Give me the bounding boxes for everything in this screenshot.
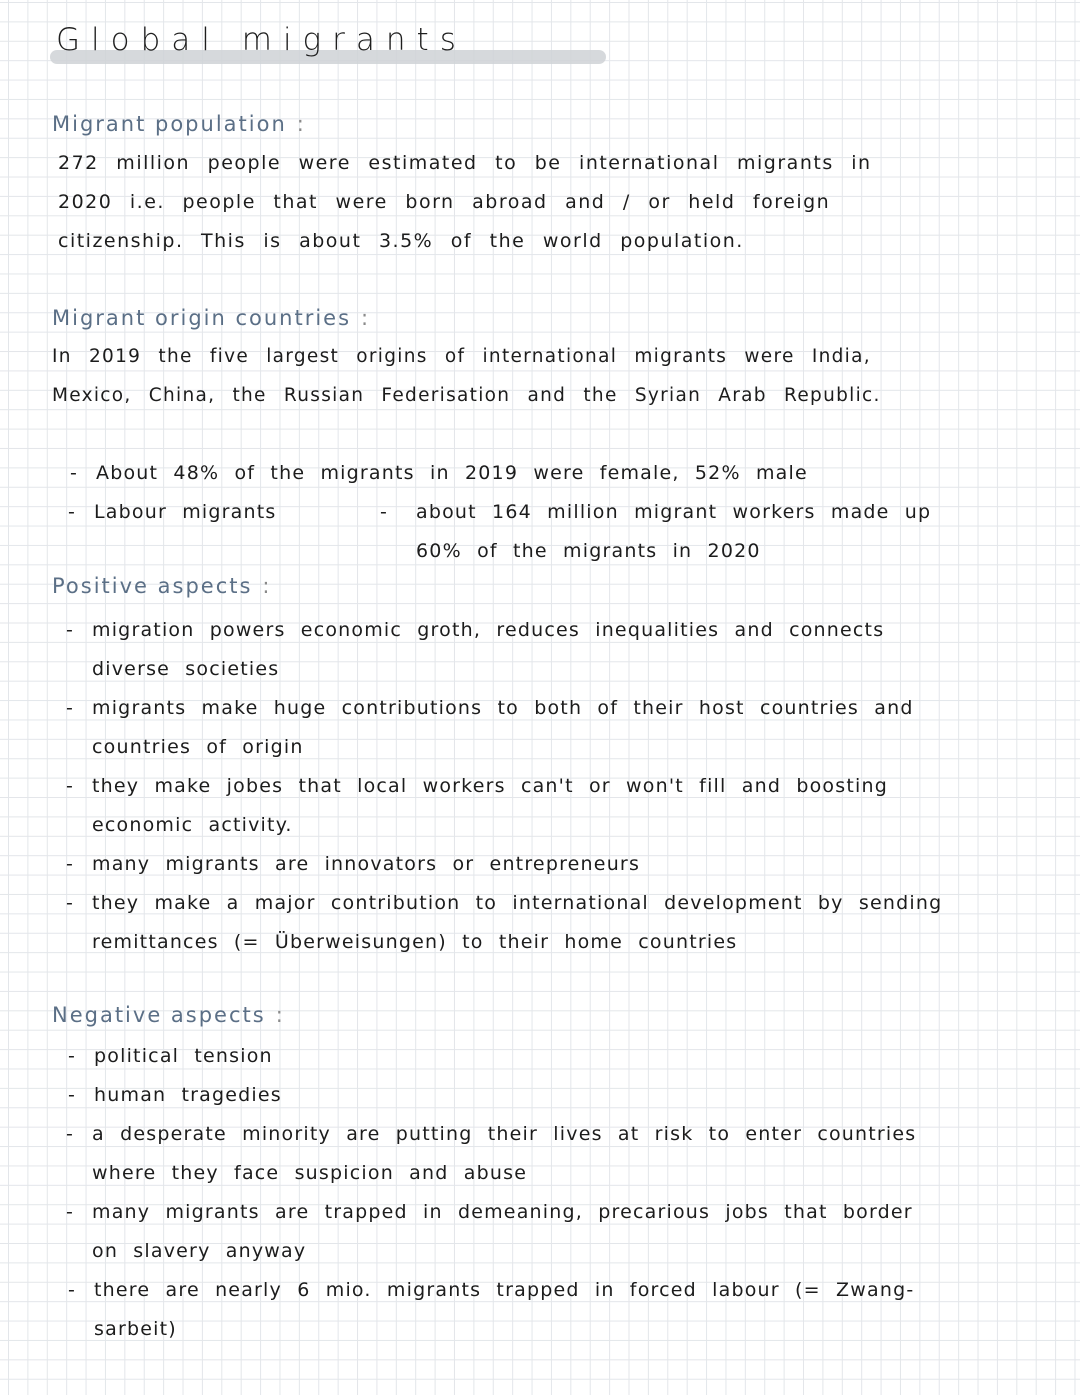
bullet-dash: - — [66, 1123, 75, 1145]
positive-3-line-2: economic activity. — [92, 813, 293, 836]
bullet-dash: - — [68, 1084, 77, 1106]
heading-colon: : — [296, 112, 304, 136]
heading-negative-aspects — [52, 1003, 283, 1027]
bullet-dash: - — [70, 462, 79, 484]
bullet-dash: - — [66, 1201, 75, 1223]
list-item — [66, 767, 888, 845]
bullet-dash: - — [66, 697, 75, 719]
bullet-labour-text: Labour migrants — [94, 501, 277, 523]
page-title: Global migrants — [56, 22, 467, 58]
positive-2-line-2: countries of origin — [92, 735, 304, 758]
population-paragraph — [58, 144, 872, 261]
bullet-dash: - — [66, 853, 75, 875]
heading-text: Migrant population — [52, 112, 287, 136]
heading-text: Positive aspects — [52, 574, 253, 598]
bullet-dash: - — [68, 1279, 77, 1301]
origin-paragraph — [52, 337, 881, 415]
negative-5-line-1: there are nearly 6 mio. migrants trapped in forced labour (= Zwang- — [94, 1279, 915, 1301]
heading-migrant-population — [52, 112, 304, 136]
heading-text: Migrant origin countries — [52, 306, 352, 330]
bullet-dash: - — [68, 501, 77, 523]
origin-line-1: In 2019 the five largest origins of international migrants were India, — [52, 346, 871, 367]
bullet-dash: - — [68, 1045, 77, 1067]
positive-1-line-1: migration powers economic groth, reduces inequalities and connects — [92, 619, 885, 641]
negative-4-line-1: many migrants are trapped in demeaning, precarious jobs that border — [92, 1201, 913, 1223]
title-block — [50, 22, 610, 72]
negative-2-line-1: human tragedies — [94, 1084, 282, 1106]
negative-4-line-2: on slavery anyway — [92, 1239, 307, 1262]
population-line-3: citizenship. This is about 3.5% of the world population. — [58, 230, 744, 252]
bullet-dash: - — [66, 892, 75, 914]
list-item — [66, 845, 641, 884]
list-item — [66, 611, 885, 689]
positive-3-line-1: they make jobes that local workers can't or won't fill and boosting — [92, 775, 888, 797]
negative-5-line-2: sarbeit) — [94, 1317, 177, 1340]
population-line-1: 272 million people were estimated to be international migrants in — [58, 152, 872, 174]
bullet-labour — [68, 493, 277, 532]
list-item — [68, 1076, 282, 1115]
heading-colon: : — [361, 306, 369, 330]
labour-detail-line-1: about 164 million migrant workers made up — [416, 501, 932, 523]
positive-5-line-2: remittances (= Überweisungen) to their home countries — [92, 930, 738, 953]
list-item — [68, 1271, 915, 1349]
list-item — [66, 689, 914, 767]
list-item — [66, 1193, 913, 1271]
positive-5-line-1: they make a major contribution to international development by sending — [92, 892, 943, 914]
list-item — [66, 884, 943, 962]
labour-detail — [380, 493, 932, 571]
negative-1-line-1: political tension — [94, 1045, 273, 1067]
population-line-2: 2020 i.e. people that were born abroad and / or held foreign — [58, 191, 831, 213]
heading-migrant-origin — [52, 306, 368, 330]
negative-3-line-2: where they face suspicion and abuse — [92, 1161, 528, 1184]
positive-2-line-1: migrants make huge contributions to both of their host countries and — [92, 697, 914, 719]
list-item — [66, 1115, 917, 1193]
bullet-female-text: About 48% of the migrants in 2019 were female, 52% male — [96, 462, 808, 484]
heading-positive-aspects — [52, 574, 270, 598]
bullet-dash: - — [66, 775, 75, 797]
list-item — [68, 1037, 273, 1076]
bullet-dash: - — [380, 501, 389, 523]
negative-3-line-1: a desperate minority are putting their lives at risk to enter countries — [92, 1123, 917, 1145]
heading-text: Negative aspects — [52, 1003, 266, 1027]
labour-detail-line-2: 60% of the migrants in 2020 — [416, 539, 761, 562]
heading-colon: : — [262, 574, 270, 598]
positive-4-line-1: many migrants are innovators or entrepreneurs — [92, 853, 641, 875]
origin-line-2: Mexico, China, the Russian Federisation and the Syrian Arab Republic. — [52, 385, 881, 406]
positive-1-line-2: diverse societies — [92, 657, 280, 680]
heading-colon: : — [275, 1003, 283, 1027]
bullet-female-share — [70, 454, 808, 493]
bullet-dash: - — [66, 619, 75, 641]
